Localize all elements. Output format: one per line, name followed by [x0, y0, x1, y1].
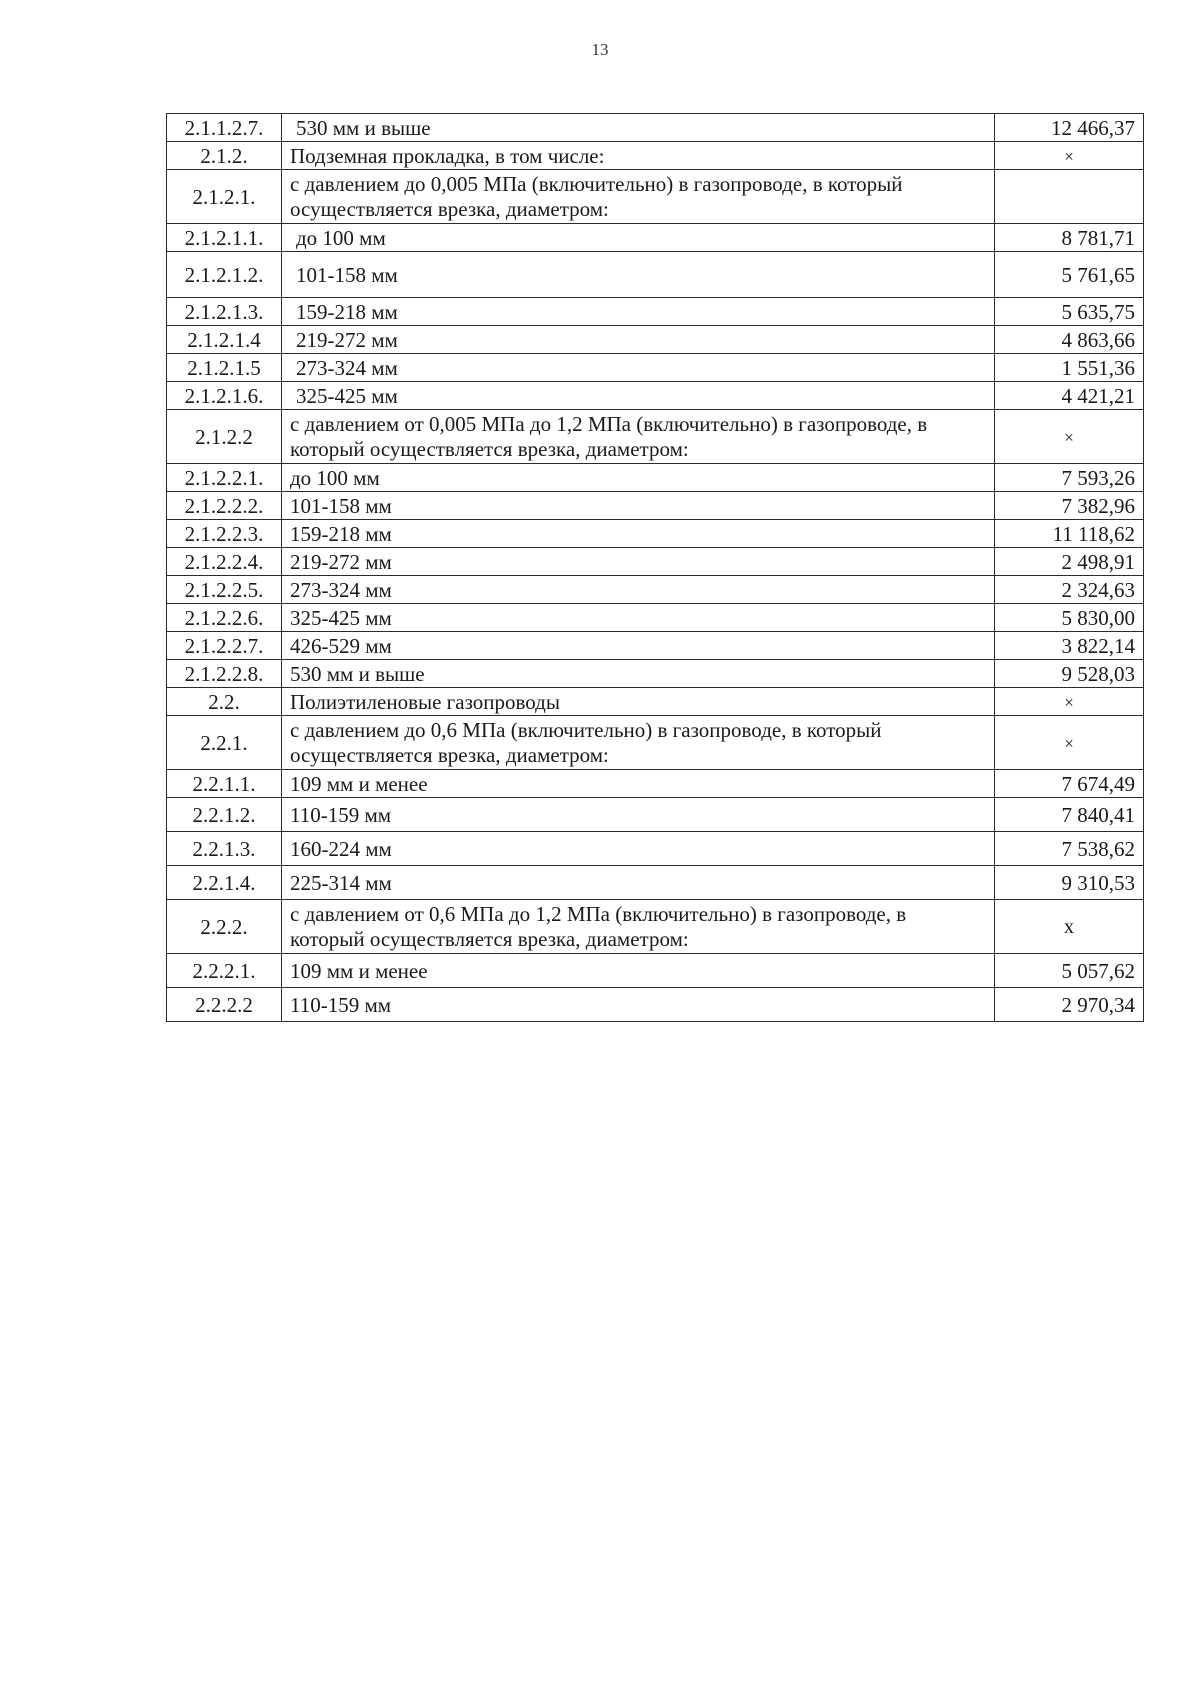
- row-code: 2.2.2.1.: [167, 954, 282, 988]
- table-row: [167, 520, 1144, 548]
- table-row: [167, 298, 1144, 326]
- table-row: [167, 410, 1144, 464]
- row-value: 8 781,71: [995, 224, 1144, 252]
- row-value: 9 310,53: [995, 866, 1144, 900]
- table-row: [167, 492, 1144, 520]
- row-value: 12 466,37: [995, 114, 1144, 142]
- table-row: [167, 832, 1144, 866]
- row-value: 5 057,62: [995, 954, 1144, 988]
- row-description: 160-224 мм: [282, 832, 995, 866]
- row-code: 2.2.1.: [167, 716, 282, 770]
- row-not-applicable-mark: ×: [995, 716, 1144, 770]
- row-value: 7 538,62: [995, 832, 1144, 866]
- table-row: [167, 688, 1144, 716]
- row-code: 2.1.2.2.2.: [167, 492, 282, 520]
- row-value: 5 635,75: [995, 298, 1144, 326]
- row-description: 225-314 мм: [282, 866, 995, 900]
- row-code: 2.1.2.2.8.: [167, 660, 282, 688]
- row-value: 11 118,62: [995, 520, 1144, 548]
- row-value: 7 840,41: [995, 798, 1144, 832]
- row-not-applicable-mark: ×: [995, 142, 1144, 170]
- row-description: 109 мм и менее: [282, 954, 995, 988]
- table-row: [167, 464, 1144, 492]
- table-row: [167, 170, 1144, 224]
- row-code: 2.2.2.: [167, 900, 282, 954]
- table-row: [167, 142, 1144, 170]
- row-code: 2.2.1.1.: [167, 770, 282, 798]
- row-value: 5 761,65: [995, 252, 1144, 298]
- tariff-table-body: [167, 114, 1144, 1022]
- row-code: 2.2.1.4.: [167, 866, 282, 900]
- row-description: 110-159 мм: [282, 798, 995, 832]
- row-description: 530 мм и выше: [282, 660, 995, 688]
- row-description: 426-529 мм: [282, 632, 995, 660]
- row-description: с давлением от 0,005 МПа до 1,2 МПа (включительно) в газопроводе, в который осуществляется врезка, диаметром:: [282, 410, 995, 464]
- row-description: до 100 мм: [282, 224, 995, 252]
- table-row: [167, 770, 1144, 798]
- row-description: 325-425 мм: [282, 382, 995, 410]
- table-row: [167, 798, 1144, 832]
- row-code: 2.1.2.1.5: [167, 354, 282, 382]
- row-code: 2.1.2.1.4: [167, 326, 282, 354]
- table-row: [167, 716, 1144, 770]
- page-number: 13: [591, 40, 609, 59]
- row-description: Подземная прокладка, в том числе:: [282, 142, 995, 170]
- table-row: [167, 660, 1144, 688]
- row-description: 159-218 мм: [282, 520, 995, 548]
- row-code: 2.1.2.1.2.: [167, 252, 282, 298]
- row-not-applicable-mark: х: [995, 900, 1144, 954]
- row-code: 2.2.: [167, 688, 282, 716]
- row-description: с давлением от 0,6 МПа до 1,2 МПа (включительно) в газопроводе, в который осуществляется врезка, диаметром:: [282, 900, 995, 954]
- row-code: 2.1.2.2.4.: [167, 548, 282, 576]
- row-value: 5 830,00: [995, 604, 1144, 632]
- row-value: 7 593,26: [995, 464, 1144, 492]
- row-not-applicable-mark: ×: [995, 410, 1144, 464]
- table-row: [167, 954, 1144, 988]
- row-description: 109 мм и менее: [282, 770, 995, 798]
- row-code: 2.1.2.2.7.: [167, 632, 282, 660]
- table-row: [167, 632, 1144, 660]
- row-description: с давлением до 0,005 МПа (включительно) в газопроводе, в который осуществляется врезка, диаметром:: [282, 170, 995, 224]
- row-code: 2.1.2.1.: [167, 170, 282, 224]
- table-row: [167, 114, 1144, 142]
- table-row: [167, 866, 1144, 900]
- row-description: 325-425 мм: [282, 604, 995, 632]
- table-row: [167, 900, 1144, 954]
- tariff-table: [166, 113, 1144, 1022]
- row-value: [995, 170, 1144, 224]
- table-row: [167, 988, 1144, 1022]
- row-value: 7 382,96: [995, 492, 1144, 520]
- table-row: [167, 548, 1144, 576]
- row-description: 273-324 мм: [282, 576, 995, 604]
- row-value: 9 528,03: [995, 660, 1144, 688]
- row-code: 2.1.2.2.3.: [167, 520, 282, 548]
- row-value: 7 674,49: [995, 770, 1144, 798]
- table-row: [167, 576, 1144, 604]
- row-value: 2 324,63: [995, 576, 1144, 604]
- row-description: с давлением до 0,6 МПа (включительно) в газопроводе, в который осуществляется врезка, диаметром:: [282, 716, 995, 770]
- table-row: [167, 604, 1144, 632]
- row-value: 4 421,21: [995, 382, 1144, 410]
- row-description: 101-158 мм: [282, 252, 995, 298]
- row-description: 159-218 мм: [282, 298, 995, 326]
- table-row: [167, 326, 1144, 354]
- row-code: 2.1.2.2.5.: [167, 576, 282, 604]
- table-row: [167, 354, 1144, 382]
- row-code: 2.1.2.2.6.: [167, 604, 282, 632]
- row-code: 2.1.2.2.1.: [167, 464, 282, 492]
- row-value: 4 863,66: [995, 326, 1144, 354]
- table-row: [167, 252, 1144, 298]
- row-description: 219-272 мм: [282, 326, 995, 354]
- row-code: 2.1.2.: [167, 142, 282, 170]
- row-code: 2.1.2.1.1.: [167, 224, 282, 252]
- row-description: 219-272 мм: [282, 548, 995, 576]
- row-value: 2 498,91: [995, 548, 1144, 576]
- row-description: до 100 мм: [282, 464, 995, 492]
- table-row: [167, 224, 1144, 252]
- row-value: 3 822,14: [995, 632, 1144, 660]
- row-code: 2.2.2.2: [167, 988, 282, 1022]
- row-code: 2.1.2.1.6.: [167, 382, 282, 410]
- row-value: 1 551,36: [995, 354, 1144, 382]
- row-code: 2.2.1.3.: [167, 832, 282, 866]
- row-description: 101-158 мм: [282, 492, 995, 520]
- row-code: 2.1.1.2.7.: [167, 114, 282, 142]
- row-not-applicable-mark: ×: [995, 688, 1144, 716]
- row-description: Полиэтиленовые газопроводы: [282, 688, 995, 716]
- row-code: 2.2.1.2.: [167, 798, 282, 832]
- row-description: 530 мм и выше: [282, 114, 995, 142]
- row-code: 2.1.2.2: [167, 410, 282, 464]
- row-description: 110-159 мм: [282, 988, 995, 1022]
- row-value: 2 970,34: [995, 988, 1144, 1022]
- row-code: 2.1.2.1.3.: [167, 298, 282, 326]
- row-description: 273-324 мм: [282, 354, 995, 382]
- table-row: [167, 382, 1144, 410]
